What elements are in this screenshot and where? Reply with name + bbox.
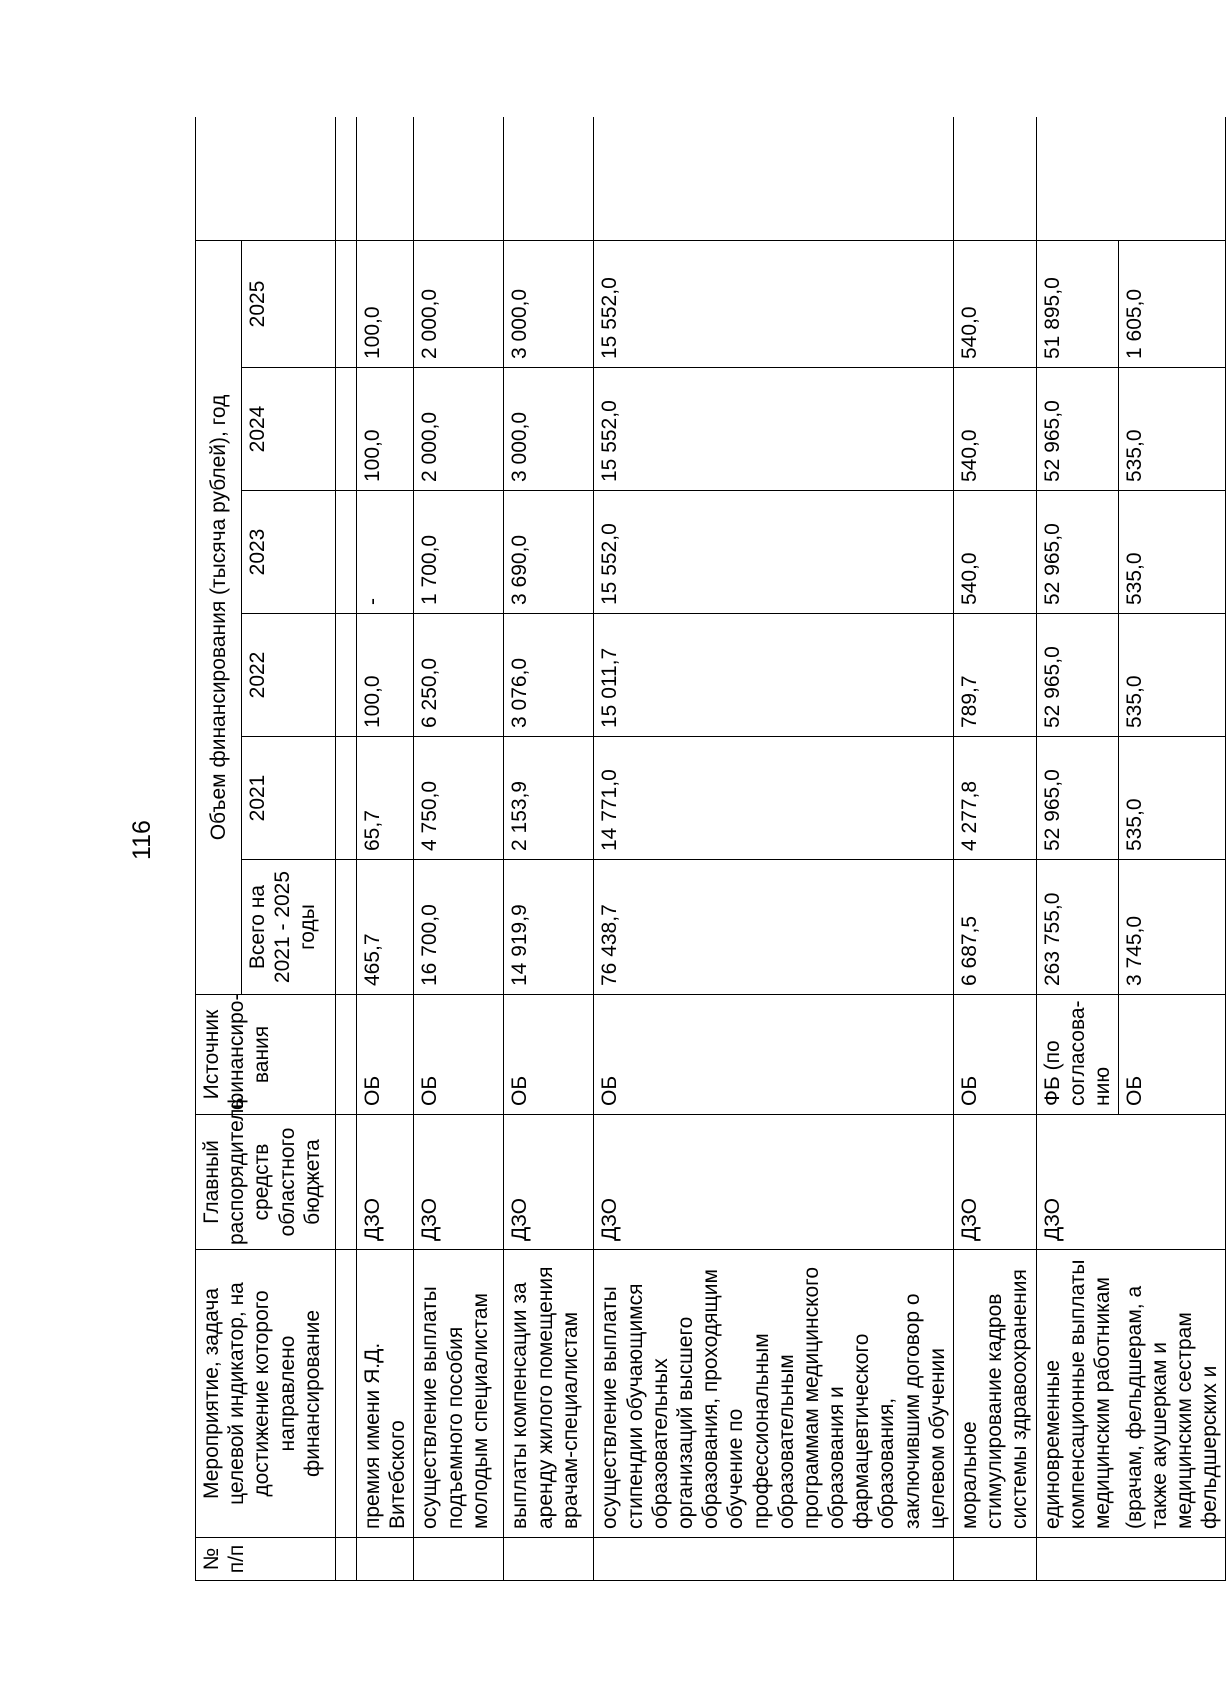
row-total: 465,7 (357, 860, 414, 995)
row-value-2022: 100,0 (357, 614, 414, 737)
row-value-2023: 52 965,0 (1036, 491, 1119, 614)
header-year-2023: 2023 (242, 491, 336, 614)
row-source: ОБ (1119, 995, 1226, 1115)
row-value-2022: 15 011,7 (594, 614, 954, 737)
row-value-2021: 65,7 (357, 737, 414, 860)
header-year-2022: 2022 (242, 614, 336, 737)
row-value-2022: 789,7 (954, 614, 1037, 737)
header-year-2021: 2021 (242, 737, 336, 860)
row-measure-continued: (врачам, фельдшерам, а также акушеркам и медицинским сестрам фельдшерских и (1119, 1250, 1226, 1538)
row-value-2025: 15 552,0 (594, 240, 954, 367)
row-value-2022: 52 965,0 (1036, 614, 1119, 737)
table-row (504, 117, 594, 1580)
row-value-2023: 15 552,0 (594, 491, 954, 614)
row-value-2021: 52 965,0 (1036, 737, 1119, 860)
row-measure: осуществление выплаты стипендии обучающимся образовательных организаций высшего образования, проходящим обучение по профессиональным образовательным программам медицинского образования и фармацевтического образования, заключившим договор о целевом обучении (594, 1250, 954, 1538)
header-admin: Главный распорядитель средств областного бюджета (196, 1115, 336, 1250)
row-measure: осуществление выплаты подъемного пособия молодым специалистам (414, 1250, 504, 1538)
row-total: 76 438,7 (594, 860, 954, 995)
row-value-2021: 14 771,0 (594, 737, 954, 860)
row-value-2022: 535,0 (1119, 614, 1226, 737)
row-value-2024: 535,0 (1119, 368, 1226, 491)
row-source: ОБ (414, 995, 504, 1115)
row-value-2024: 3 000,0 (504, 368, 594, 491)
table-row (1036, 117, 1119, 1580)
page-number: 116 (128, 820, 156, 860)
header-total: Всего на 2021 - 2025 годы (242, 860, 336, 995)
funding-table (195, 117, 1226, 1581)
row-value-2024: 540,0 (954, 368, 1037, 491)
row-value-2025: 3 000,0 (504, 240, 594, 367)
row-value-2023: 3 690,0 (504, 491, 594, 614)
header-volume: Объем финансирования (тысяча рублей), год (196, 240, 242, 994)
row-value-2025: 1 605,0 (1119, 240, 1226, 367)
header-year-2025: 2025 (242, 240, 336, 367)
row-value-2021: 535,0 (1119, 737, 1226, 860)
row-value-2025: 100,0 (357, 240, 414, 367)
row-value-2025: 2 000,0 (414, 240, 504, 367)
header-year-2024: 2024 (242, 368, 336, 491)
header-num: № п/п (196, 1538, 336, 1581)
row-value-2023: 535,0 (1119, 491, 1226, 614)
row-measure: премия имени Я.Д. Витебского (357, 1250, 414, 1538)
table-row (357, 117, 414, 1580)
row-value-2025: 51 895,0 (1036, 240, 1119, 367)
row-value-2025: 540,0 (954, 240, 1037, 367)
row-value-2022: 6 250,0 (414, 614, 504, 737)
row-source: ОБ (594, 995, 954, 1115)
row-value-2023: 540,0 (954, 491, 1037, 614)
row-total: 3 745,0 (1119, 860, 1226, 995)
row-source: ОБ (954, 995, 1037, 1115)
row-value-2021: 4 277,8 (954, 737, 1037, 860)
table-row (414, 117, 504, 1580)
row-admin: ДЗО (414, 1115, 504, 1250)
row-admin: ДЗО (954, 1115, 1037, 1250)
row-value-2024: 100,0 (357, 368, 414, 491)
table-row (594, 117, 954, 1580)
row-value-2024: 15 552,0 (594, 368, 954, 491)
row-value-2021: 2 153,9 (504, 737, 594, 860)
header-measure: Мероприятие, задача целевой индикатор, на достижение которого направлено финансирование (196, 1250, 336, 1538)
row-total: 16 700,0 (414, 860, 504, 995)
row-measure: моральное стимулирование кадров системы здравоохранения (954, 1250, 1037, 1538)
row-value-2024: 52 965,0 (1036, 368, 1119, 491)
row-admin: ДЗО (1036, 1115, 1226, 1250)
row-source: ОБ (357, 995, 414, 1115)
table-row (954, 117, 1037, 1580)
row-admin: ДЗО (594, 1115, 954, 1250)
row-total: 14 919,9 (504, 860, 594, 995)
row-value-2023: 1 700,0 (414, 491, 504, 614)
header-source: Источник финансиро-вания (196, 995, 336, 1115)
row-source: ОБ (504, 995, 594, 1115)
row-value-2023: - (357, 491, 414, 614)
row-total: 263 755,0 (1036, 860, 1119, 995)
row-value-2021: 4 750,0 (414, 737, 504, 860)
row-admin: ДЗО (504, 1115, 594, 1250)
row-measure: единовременные компенсационные выплаты медицинским работникам (1036, 1250, 1119, 1538)
row-value-2022: 3 076,0 (504, 614, 594, 737)
row-value-2024: 2 000,0 (414, 368, 504, 491)
table-row (1119, 117, 1226, 1580)
row-source: ФБ (по согласова-нию (1036, 995, 1119, 1115)
row-measure: выплаты компенсации за аренду жилого помещения врачам-специалистам (504, 1250, 594, 1538)
row-total: 6 687,5 (954, 860, 1037, 995)
row-admin: ДЗО (357, 1115, 414, 1250)
